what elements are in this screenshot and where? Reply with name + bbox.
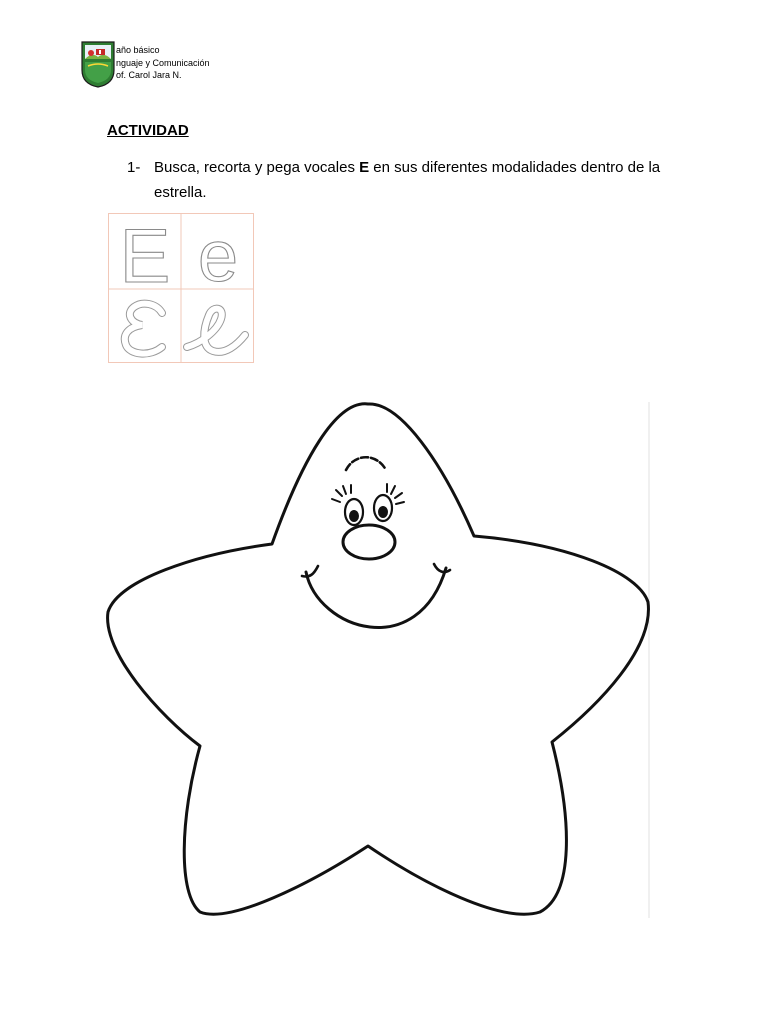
letters-cutout-grid xyxy=(108,213,254,363)
uppercase-print-e xyxy=(108,213,181,289)
instruction-vowel: E xyxy=(359,159,370,176)
lowercase-print-e-glyph: e xyxy=(197,217,239,289)
activity-title: ACTIVIDAD xyxy=(107,122,189,139)
school-crest-icon xyxy=(80,40,116,88)
smiling-star-icon xyxy=(100,390,660,930)
uppercase-print-e-glyph: E xyxy=(119,214,171,289)
instruction-text-end: en sus diferentes modalidades dentro de la estrella. xyxy=(154,159,661,201)
header-subject-line: nguaje y Comunicación xyxy=(116,57,210,68)
instruction-text xyxy=(154,155,684,205)
header-grade-line: año básico xyxy=(116,45,160,55)
star-outline xyxy=(108,404,649,914)
page-header xyxy=(80,40,320,88)
uppercase-cursive-e xyxy=(108,289,181,363)
instruction-text-start: Busca, recorta y pega vocales xyxy=(154,159,360,176)
lowercase-print-e xyxy=(181,213,254,289)
header-teacher-line: of. Carol Jara N. xyxy=(116,70,182,80)
instruction-number: 1- xyxy=(127,159,141,176)
lowercase-cursive-e xyxy=(181,289,254,363)
